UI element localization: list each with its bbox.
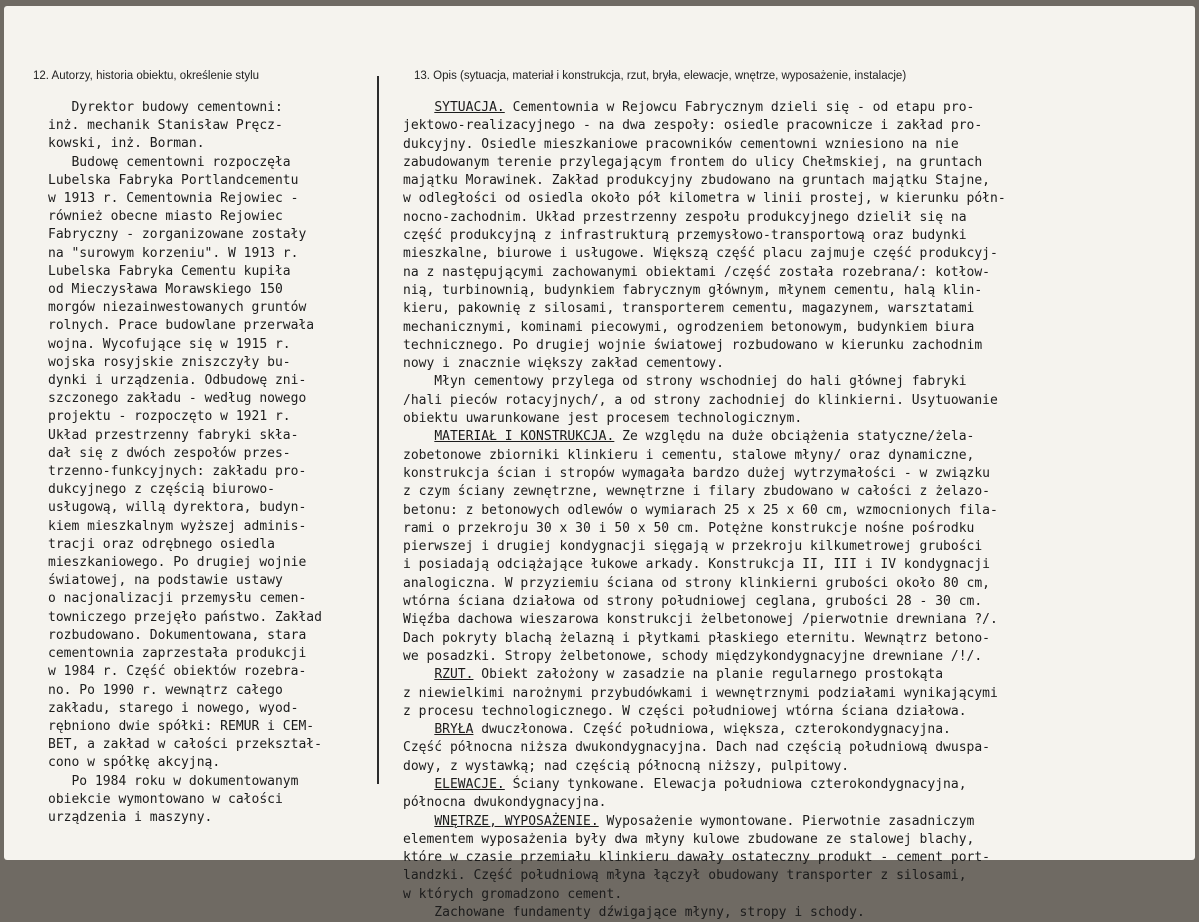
text-line: z niewielkimi narożnymi przybudówkami i wewnętrznymi podziałami wynikającymi (403, 685, 998, 701)
section-label: BRYŁA (434, 722, 474, 738)
text-line (403, 99, 1183, 117)
text-line: obiektu uwarunkowane jest procesem technologicznym. (403, 411, 803, 427)
section-label: SYTUACJA. (434, 100, 505, 115)
text-line: dukcyjny. Osiedle mieszkaniowe pracowników cementowni wzniesiono na nie (403, 136, 959, 152)
text-line: w 1984 r. Część obiektów rozebra- (48, 664, 307, 680)
text-line: dowy, z wystawką; nad częścią północną niższy, pulpitowy. (403, 758, 850, 774)
text-line: landzki. Część południową młyna łączył obudowany transporter z silosami, (403, 868, 967, 884)
text-line: szczonego zakładu - według nowego (48, 391, 307, 407)
text-line: część produkcyjną z infrastrukturą przemysłowo-transportową oraz budynki (403, 228, 967, 244)
text-line: z procesu technologicznego. W części południowej wtórna ściana działowa. (403, 703, 967, 719)
text-line: kieru, pakownię z silosami, transporterem cementu, magazynem, warsztatami (403, 301, 975, 317)
text-line: betonu: z betonowych odlewów o wymiarach 25 x 25 x 60 cm, wzmocnionych fila- (403, 502, 998, 518)
text-line: technicznego. Po drugiej wojnie światowej rozbudowano w kierunku zachodnim (403, 337, 983, 353)
text-line: jektowo-realizacyjnego - na dwa zespoły: osiedle pracownicze i zakład pro- (403, 118, 983, 134)
line-text: Cementownia w Rejowcu Fabrycznym dzieli się - od etapu pro- (504, 100, 975, 115)
text-line: rozbudowano. Dokumentowana, stara (48, 627, 307, 643)
text-line: konstrukcja ścian i stropów wymagała bardzo dużej wytrzymałości - w związku (403, 465, 990, 481)
text-line: od Mieczysława Morawskiego 150 (48, 282, 283, 298)
text-line: Młyn cementowy przylega od strony wschodniej do hali głównej fabryki (403, 374, 967, 390)
text-line: o nacjonalizacji przemysłu cemen- (48, 591, 307, 607)
text-line: dukcyjnego z częścią biurowo- (48, 482, 275, 498)
text-line: nocno-zachodnim. Układ przestrzenny zespołu produkcyjnego dzielił się na (403, 209, 967, 225)
text-line: kowski, inż. Borman. (48, 136, 205, 152)
text-line: nią, turbinownią, budynkiem fabrycznym głównym, młynem cementu, halą klin- (403, 282, 983, 298)
text-line: trzenno-funkcyjnych: zakładu pro- (48, 464, 307, 480)
text-line: majątku Morawinek. Zakład produkcyjny zbudowano na gruntach majątku Stajne, (403, 173, 990, 189)
text-line: i posiadają odciążające łukowe arkady. Konstrukcja II, III i IV kondygnacji (403, 557, 990, 573)
text-line: mieszkaniowego. Po drugiej wojnie (48, 555, 307, 571)
text-line: Więźba dachowa wieszarowa konstrukcji żelbetonowej /pierwotnie drewniana ?/. (403, 612, 998, 628)
text-line: BET, a zakład w całości przekształ- (48, 737, 322, 753)
column-divider (377, 76, 379, 784)
history-text-column (48, 99, 376, 827)
text-line: w odległości od osiedla około pół kilometra w linii prostej, w kierunku półn- (403, 191, 1006, 207)
text-line: z czym ściany zewnętrzne, wewnętrzne i filary zbudowano w całości z żelazo- (403, 484, 990, 500)
text-line: Część północna niższa dwukondygnacyjna. Dach nad częścią południową dwuspa- (403, 740, 990, 756)
line-text: Ściany tynkowane. Elewacja południowa czterokondygnacyjna, (504, 776, 967, 792)
text-line: w 1913 r. Cementownia Rejowiec - (48, 191, 299, 207)
line-text: Obiekt założony w zasadzie na planie regularnego prostokąta (473, 667, 944, 683)
text-line: pierwszej i drugiej kondygnacji sięgają w przekroju kilkumetrowej grubości (403, 539, 983, 555)
text-line: na z następującymi zachowanymi obiektami /część została rozebrana/: kotłow- (403, 264, 990, 280)
text-line: we posadzki. Stropy żelbetonowe, schody międzykondygnacyjne drewniane /!/. (403, 648, 983, 664)
text-line: /hali pieców rotacyjnych/, a od strony zachodniej do klinkierni. Usytuowanie (403, 392, 998, 408)
text-line: usługową, willą dyrektora, budyn- (48, 500, 307, 516)
text-line: zobetonowe zbiorniki klinkieru i cementu, stalowe młyny/ oraz dynamiczne, (403, 447, 975, 463)
text-line (403, 776, 1183, 794)
text-line: tracji oraz odrębnego osiedla (48, 536, 275, 552)
text-line: elementem wyposażenia były dwa młyny kulowe zbudowane ze stalowej blachy, (403, 831, 975, 847)
text-line: światowej, na podstawie ustawy (48, 573, 283, 589)
text-line: w których gromadzono cement. (403, 886, 623, 902)
document-card (4, 6, 1195, 921)
text-line: no. Po 1990 r. wewnątrz całego (48, 682, 283, 698)
text-line: nowy i znacznie większy zakład cementowy. (403, 356, 724, 372)
text-line: Zachowane fundamenty dźwigające młyny, stropy i schody. (403, 905, 865, 921)
text-line: mechanicznymi, kominami piecowymi, ogrodzeniem betonowym, budynkiem biura (403, 319, 975, 335)
text-line: zakładu, starego i nowego, wyod- (48, 700, 299, 716)
section-12-heading: 12. Autorzy, historia obiektu, określenie stylu (33, 70, 260, 82)
text-line: towniczego przejęło państwo. Zakład (48, 609, 322, 625)
text-line: które w czasie przemiału klinkieru dawały ostateczny produkt - cement port- (403, 850, 990, 866)
text-line (403, 428, 1183, 446)
text-line: inż. mechanik Stanisław Pręcz- (48, 118, 283, 134)
text-line: rolnych. Prace budowlane przerwała (48, 318, 315, 334)
text-line: Lubelska Fabryka Cementu kupiła (48, 263, 291, 279)
text-line: wojska rosyjskie zniszczyły bu- (48, 354, 291, 370)
text-line: północna dwukondygnacyjna. (403, 795, 607, 811)
text-line: obiekcie wymontowano w całości (48, 791, 283, 807)
text-line: Lubelska Fabryka Portlandcementu (48, 172, 299, 188)
line-text: dwuczłonowa. Część południowa, większa, czterokondygnacyjna. (473, 722, 951, 738)
section-label: RZUT. (434, 667, 474, 683)
text-line: cono w spółkę akcyjną. (48, 755, 221, 771)
text-line: Układ przestrzenny fabryki skła- (48, 427, 299, 443)
text-line: analogiczna. W przyziemiu ściana od strony klinkierni grubości około 80 cm, (403, 575, 990, 591)
text-line: kiem mieszkalnym wyższej adminis- (48, 518, 307, 534)
text-line: mieszkalne, biurowe i usługowe. Większą część placu zajmuje część produkcyj- (403, 246, 998, 262)
line-text: Ze względu na duże obciążenia statyczne/żela- (614, 429, 975, 445)
description-text-column (403, 99, 1183, 922)
text-line: Fabryczny - zorganizowane zostały (48, 227, 307, 243)
text-line: rębniono dwie spółki: REMUR i CEM- (48, 718, 315, 734)
section-13-heading: 13. Opis (sytuacja, materiał i konstrukcja, rzut, bryła, elewacje, wnętrze, wyposażenie, instalacje) (414, 70, 907, 82)
text-line: Po 1984 roku w dokumentowanym (48, 773, 299, 789)
text-line (403, 721, 1183, 739)
text-line (403, 813, 1183, 831)
text-line: dynki i urządzenia. Odbudowę zni- (48, 373, 307, 389)
text-line: Budowę cementowni rozpoczęła (48, 154, 291, 170)
section-label: WNĘTRZE, WYPOSAŻENIE. (434, 813, 599, 829)
text-line: rami o przekroju 30 x 30 i 50 x 50 cm. Potężne konstrukcje nośne pośrodku (403, 520, 975, 536)
text-line: również obecne miasto Rejowiec (48, 209, 283, 225)
text-line: projektu - rozpoczęto w 1921 r. (48, 409, 291, 425)
text-line (403, 666, 1183, 684)
text-line: na "surowym korzeniu". W 1913 r. (48, 245, 299, 261)
text-line: wtórna ściana działowa od strony południowej ceglana, grubości 28 - 30 cm. (403, 594, 983, 610)
section-label: MATERIAŁ I KONSTRUKCJA. (434, 429, 615, 445)
text-line: cementownia zaprzestała produkcji (48, 646, 307, 662)
text-line: zabudowanym terenie przylegającym frontem do ulicy Chełmskiej, na gruntach (403, 154, 983, 170)
text-line: morgów niezainwestowanych gruntów (48, 300, 307, 316)
text-line: Dach pokryty blachą żelazną i płytkami płaskiego eternitu. Wewnątrz betono- (403, 630, 990, 646)
line-text: Wyposażenie wymontowane. Pierwotnie zasadniczym (598, 813, 975, 829)
text-line: dał się z dwóch zespołów przes- (48, 445, 291, 461)
text-line: Dyrektor budowy cementowni: (48, 100, 283, 115)
text-line: urządzenia i maszyny. (48, 809, 213, 825)
section-label: ELEWACJE. (434, 776, 505, 792)
text-line: wojna. Wycofujące się w 1915 r. (48, 336, 291, 352)
